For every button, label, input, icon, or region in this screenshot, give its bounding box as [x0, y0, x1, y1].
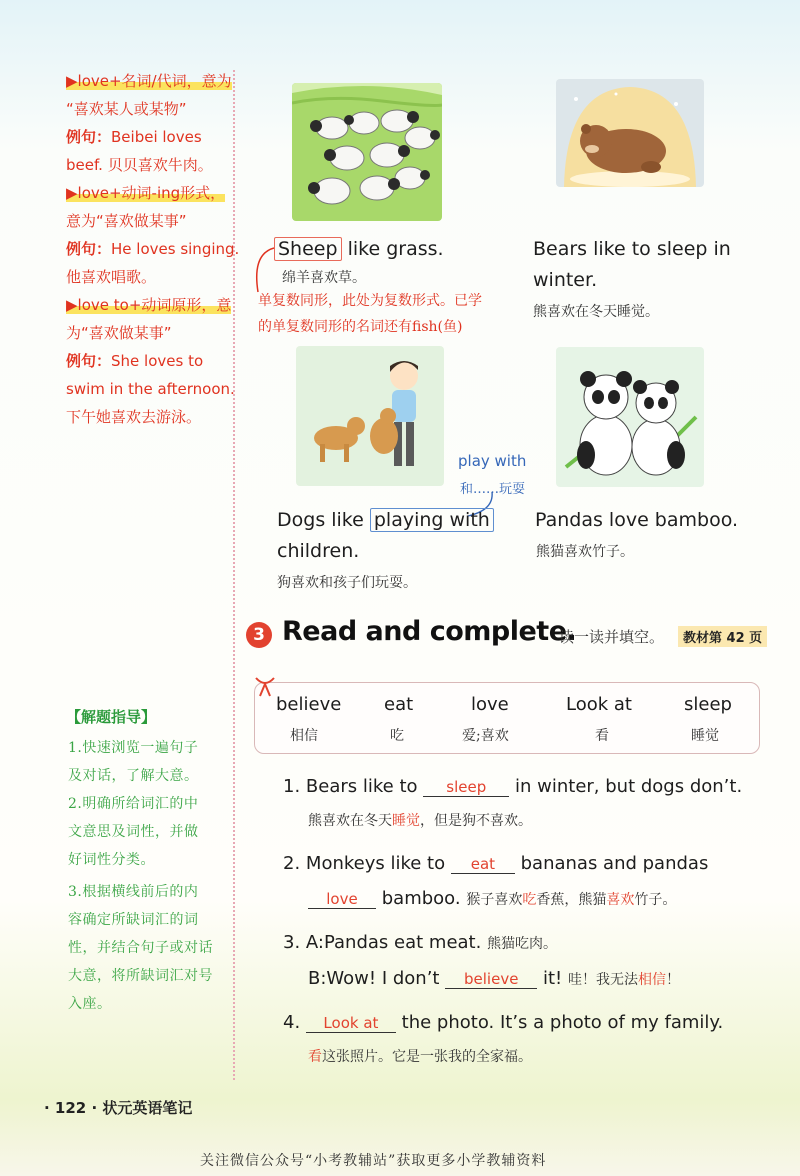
question-2-line-2: love bamboo. 猴子喜欢吃香蕉，熊猫喜欢竹子。	[308, 888, 676, 909]
section-subtitle: 读一读并填空。	[559, 628, 665, 646]
note-line-4: beef. 贝贝喜欢牛肉。	[66, 156, 213, 174]
question-3-line-a: 3. A:Pandas eat meat. 熊猫吃肉。	[283, 932, 558, 953]
answer-blank[interactable]: eat	[451, 855, 515, 874]
sheep-translation: 绵羊喜欢草。	[282, 270, 366, 286]
tip-line: 好词性分类。	[68, 852, 155, 868]
word-bank-cn: 吃	[390, 728, 404, 744]
word-bank-en: believe	[276, 694, 342, 715]
word-bank-en: Look at	[566, 694, 632, 715]
pandas-illustration	[556, 347, 704, 487]
pandas-sentence: Pandas love bamboo.	[535, 509, 739, 531]
question-2-line-1: 2. Monkeys like to eat bananas and pandas	[283, 853, 709, 874]
sheep-illustration	[292, 83, 442, 221]
tip-line: 及对话，了解大意。	[68, 768, 199, 784]
dogs-illustration	[296, 346, 444, 486]
sheep-note-1: 单复数同形，此处为复数形式。已学	[258, 293, 482, 309]
tip-line: 容确定所缺词汇的词	[68, 912, 199, 928]
dogs-sentence-line-1: Dogs like playing with	[277, 509, 494, 531]
tip-line: 入座。	[68, 996, 112, 1012]
sheep-word-box: Sheep	[274, 237, 342, 261]
answer-blank[interactable]: Look at	[306, 1014, 396, 1033]
word-bank-en: sleep	[684, 694, 732, 715]
note-line-8: 他喜欢唱歌。	[66, 268, 157, 286]
question-3-translation: 哇！我无法相信！	[567, 972, 680, 988]
note-line-1: ▶love+名词/代词，意为	[66, 72, 232, 90]
play-with-note: play with	[458, 452, 527, 470]
sheep-sentence: Sheep like grass.	[274, 238, 444, 260]
dogs-sentence-line-2: children.	[277, 540, 360, 562]
dogs-translation: 狗喜欢和孩子们玩耍。	[277, 575, 417, 591]
note-line-2: “喜欢某人或某物”	[66, 100, 187, 118]
word-bank-en: eat	[384, 694, 414, 715]
page-footer: · 122 · 状元英语笔记	[44, 1099, 193, 1117]
note-line-10: 为“喜欢做某事”	[66, 324, 172, 342]
section-title: Read and complete.	[282, 616, 577, 647]
ribbon-icon	[252, 674, 278, 698]
question-4: 4. Look at the photo. It’s a photo of my family.	[283, 1012, 724, 1033]
tip-line: 大意，将所缺词汇对号	[68, 968, 213, 984]
answer-blank[interactable]: believe	[445, 970, 537, 989]
question-2-translation: 猴子喜欢吃香蕉，熊猫喜欢竹子。	[466, 892, 677, 908]
pandas-translation: 熊猫喜欢竹子。	[536, 544, 634, 560]
tip-line: 性，并结合句子或对话	[68, 940, 213, 956]
note-line-5: ▶love+动词-ing形式，	[66, 184, 226, 202]
note-line-13: 下午她喜欢去游泳。	[66, 408, 202, 426]
note-line-9: ▶love to+动词原形，意	[66, 296, 232, 314]
bear-sentence-line-2: winter.	[533, 269, 598, 291]
word-bank-en: love	[471, 694, 509, 715]
playing-with-box: playing with	[370, 508, 494, 532]
play-with-note-cn: 和……玩耍	[460, 482, 526, 497]
word-bank-cn: 相信	[290, 728, 318, 744]
answer-blank[interactable]: sleep	[423, 778, 509, 797]
question-1-translation: 熊喜欢在冬天睡觉，但是狗不喜欢。	[308, 813, 532, 829]
tips-title: 【解题指导】	[66, 708, 157, 726]
bear-illustration	[556, 79, 704, 187]
sheep-note-2: 的单复数同形的名词还有fish(鱼)	[258, 319, 463, 335]
word-bank-cn: 看	[595, 728, 609, 744]
question-4-translation: 看这张照片。它是一张我的全家福。	[308, 1049, 532, 1065]
bear-sentence-line-1: Bears like to sleep in	[533, 238, 731, 260]
note-line-3: 例句：Beibei loves	[66, 128, 202, 146]
note-line-7: 例句：He loves singing.	[66, 240, 240, 258]
tip-line: 2.明确所给词汇的中	[68, 796, 199, 812]
note-line-6: 意为“喜欢做某事”	[66, 212, 187, 230]
bear-translation: 熊喜欢在冬天睡觉。	[533, 304, 659, 320]
question-3-line-b: B:Wow! I don’t believe it! 哇！我无法相信！	[308, 968, 680, 989]
section-number-badge: 3	[246, 622, 272, 648]
tip-line: 3.根据横线前后的内	[68, 884, 199, 900]
margin-divider	[233, 70, 235, 1080]
note-line-11: 例句：She loves to	[66, 352, 204, 370]
question-1: 1. Bears like to sleep in winter, but dogs don’t.	[283, 776, 743, 797]
answer-blank[interactable]: love	[308, 890, 376, 909]
note-line-12: swim in the afternoon.	[66, 380, 235, 398]
promo-note: 关注微信公众号“小考教辅站”获取更多小学教辅资料	[200, 1153, 547, 1169]
tip-line: 1.快速浏览一遍句子	[68, 740, 199, 756]
word-bank-cn: 爱;喜欢	[462, 728, 509, 744]
sheep-note-arrow	[248, 244, 278, 296]
textbook-reference: 教材第 42 页	[678, 626, 767, 647]
tip-line: 文意思及词性，并做	[68, 824, 199, 840]
word-bank-cn: 睡觉	[691, 728, 719, 744]
